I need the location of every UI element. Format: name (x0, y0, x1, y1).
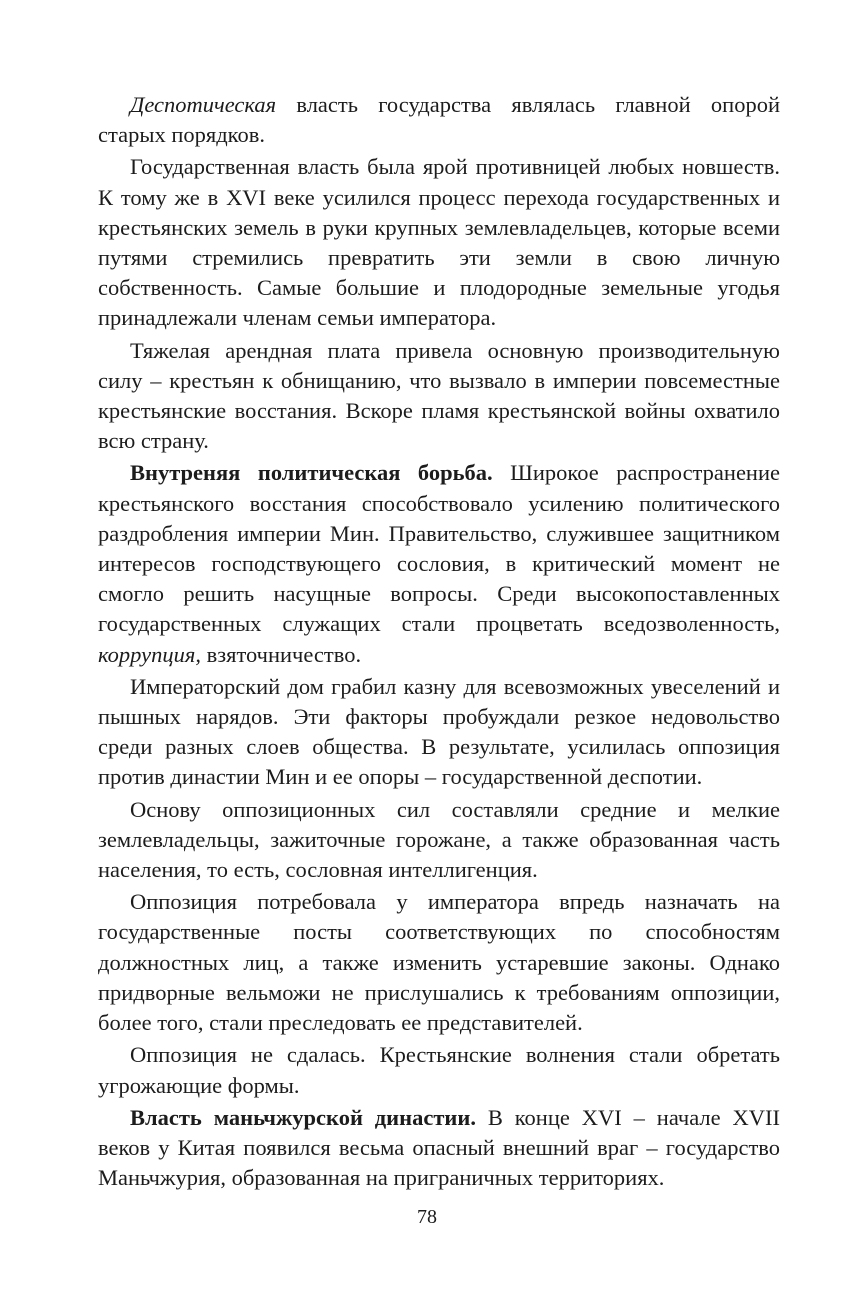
section-heading-internal-struggle: Внутреняя политическая борьба. (130, 460, 493, 486)
paragraph-text: В конце XVI – начале XVII веков у Китая появился весьма опасный внешний враг – государство Маньчжурия, образованная на приграничных территориях. (98, 1104, 780, 1191)
paragraph-text: Императорский дом грабил казну для всевозможных увеселений и пышных нарядов. Эти факторы пробуждали резкое недовольство среди разных слоев общества. В результате, усилилась оппозиция против династии Мин и ее опоры – государственной деспотии. (98, 673, 780, 790)
paragraph-text: Тяжелая арендная плата привела основную производительную силу – крестьян к обнищанию, что вызвало в империи повсеместные крестьянские восстания. Вскоре пламя крестьянской войны охватило всю страну. (98, 337, 780, 454)
term-corruption: коррупция, (98, 641, 201, 667)
paragraph-rent (98, 336, 780, 457)
page-body (98, 90, 780, 1193)
paragraph-text: Оппозиция не сдалась. Крестьянские волнения стали обретать угрожающие формы. (98, 1042, 780, 1098)
paragraph-state-power (98, 152, 780, 333)
paragraph-text: власть государства являлась главной опорой старых порядков. (98, 92, 780, 148)
paragraph-text-tail: взяточничество. (200, 641, 362, 667)
paragraph-text: Основу оппозиционных сил составляли средние и мелкие землевладельцы, зажиточные горожане, а также образованная часть населения, то есть, сословная интеллигенция. (98, 796, 780, 883)
section-heading-manchu-dynasty: Власть маньчжурской династии. (130, 1104, 476, 1130)
paragraph-internal-struggle (98, 458, 780, 669)
paragraph-text: Широкое распространение крестьянского восстания способствовало усилению политического раздробления империи Мин. Правительство, служившее защитником интересов господствующего сословия, в критический момент не смогло решить насущные вопросы. Среди высокопоставленных государственных служащих стали процветать вседозволенность, (98, 460, 780, 637)
page-number: 78 (417, 1206, 437, 1228)
paragraph-opposition-demands (98, 887, 780, 1038)
paragraph-text: Государственная власть была ярой противницей любых новшеств. К тому же в XVI веке усилился процесс перехода государственных и крестьянских земель в руки крупных землевладельцев, которые всеми путями стремились превратить эти земли в свою личную собственность. Самые большие и плодородные земельные угодья принадлежали членам семьи императора. (98, 154, 780, 331)
paragraph-imperial-house (98, 672, 780, 793)
paragraph-text: Оппозиция потребовала у императора впредь назначать на государственные посты соответствующих по способностям должностных лиц, а также изменить устаревшие законы. Однако придворные вельможи не прислушались к требованиям оппозиции, более того, стали преследовать ее представителей. (98, 889, 780, 1036)
paragraph-despotic-power (98, 90, 780, 150)
term-despotic: Деспотическая (130, 92, 277, 117)
paragraph-opposition-base (98, 795, 780, 886)
paragraph-manchu-dynasty (98, 1103, 780, 1194)
paragraph-opposition-persisted (98, 1040, 780, 1100)
